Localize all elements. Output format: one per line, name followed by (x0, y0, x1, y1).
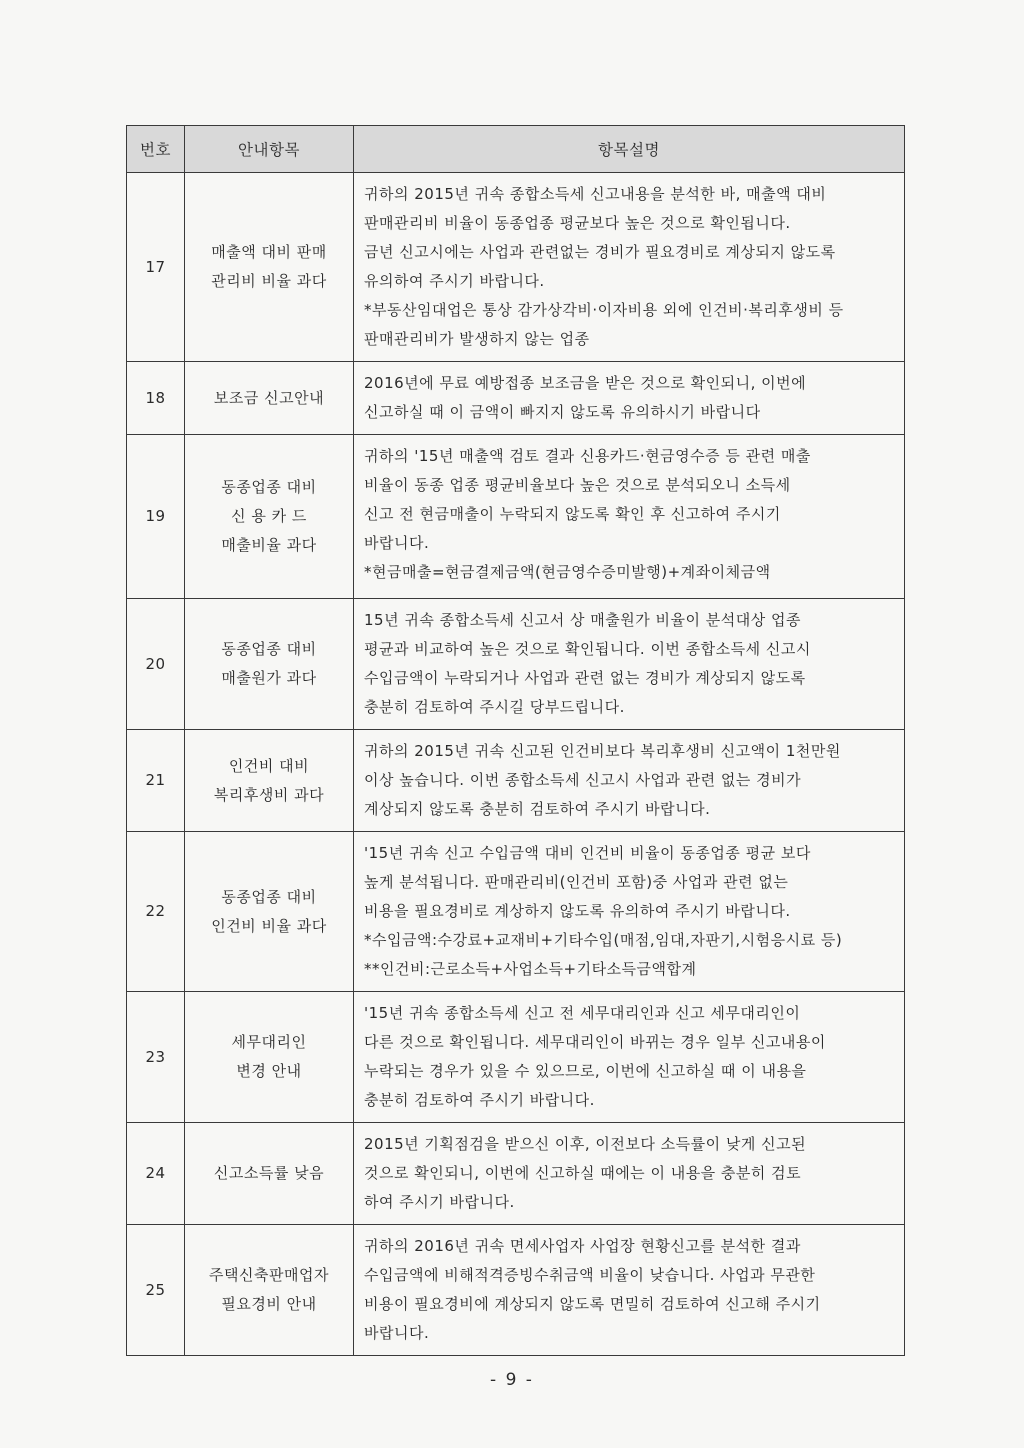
description-line: '15년 귀속 종합소득세 신고 전 세무대리인과 신고 세무대리인이 (364, 1004, 801, 1022)
row-item (185, 435, 354, 599)
description-line: 2015년 기획점검을 받으신 이후, 이전보다 소득률이 낮게 신고된 (364, 1135, 807, 1153)
description-line: 귀하의 2015년 귀속 신고된 인건비보다 복리후생비 신고액이 1천만원 (364, 742, 841, 760)
description-line: 계상되지 않도록 충분히 검토하여 주시기 바랍니다. (364, 800, 711, 818)
description-line: 바랍니다. (364, 534, 430, 552)
row-item-line: 동종업종 대비 (221, 887, 317, 906)
description-line: *수입금액:수강료+교재비+기타수입(매점,임대,자판기,시험응시료 등) (364, 931, 843, 949)
description-line: 신고하실 때 이 금액이 빠지지 않도록 유의하시기 바랍니다 (364, 403, 761, 421)
row-item-line: 신고소득률 낮음 (213, 1164, 325, 1182)
description-line: '15년 귀속 신고 수입금액 대비 인건비 비율이 동종업종 평균 보다 (364, 844, 811, 862)
row-item-line: 매출비율 과다 (221, 536, 317, 554)
table-row (127, 1225, 905, 1356)
description-line: 신고 전 현금매출이 누락되지 않도록 확인 후 신고하여 주시기 (364, 505, 781, 523)
row-item (185, 599, 354, 730)
row-item-line: 동종업종 대비 (221, 640, 317, 658)
description-line: 수입금액에 비해적격증빙수취금액 비율이 낮습니다. 사업과 무관한 (364, 1266, 816, 1284)
row-item-line: 변경 안내 (236, 1062, 302, 1080)
description-line: 유의하여 주시기 바랍니다. (364, 272, 545, 290)
row-item-line: 세무대리인 (231, 1033, 307, 1051)
description-line: 귀하의 2016년 귀속 면세사업자 사업장 현황신고를 분석한 결과 (364, 1237, 801, 1255)
description-line: 충분히 검토하여 주시기 바랍니다. (364, 1091, 595, 1109)
description-line: 귀하의 2015년 귀속 종합소득세 신고내용을 분석한 바, 매출액 대비 (364, 185, 827, 203)
row-item-line: 매출액 대비 판매 (211, 243, 327, 261)
description-line: 높게 분석됩니다. 판매관리비(인건비 포함)중 사업과 관련 없는 (364, 873, 789, 891)
description-line: 2016년에 무료 예방접종 보조금을 받은 것으로 확인되니, 이번에 (364, 374, 807, 392)
row-item-line: 복리후생비 과다 (213, 785, 325, 804)
row-item-line: 필요경비 안내 (221, 1295, 317, 1313)
page-number: - 9 - (490, 1370, 534, 1390)
row-description (354, 599, 905, 730)
row-number: 23 (127, 992, 185, 1123)
table-row (127, 992, 905, 1123)
row-item (185, 730, 354, 832)
description-line: 금년 신고시에는 사업과 관련없는 경비가 필요경비로 계상되지 않도록 (364, 243, 836, 261)
table-row (127, 832, 905, 992)
description-line: 이상 높습니다. 이번 종합소득세 신고시 사업과 관련 없는 경비가 (364, 771, 802, 789)
row-number: 21 (127, 730, 185, 832)
description-line: 귀하의 '15년 매출액 검토 결과 신용카드·현금영수증 등 관련 매출 (364, 447, 811, 465)
description-line: 하여 주시기 바랍니다. (364, 1193, 515, 1211)
row-item (185, 832, 354, 992)
row-item (185, 173, 354, 362)
description-line: 다른 것으로 확인됩니다. 세무대리인이 바뀌는 경우 일부 신고내용이 (364, 1033, 826, 1051)
table-row (127, 362, 905, 435)
table-header-row (127, 126, 905, 173)
row-item-line: 보조금 신고안내 (213, 388, 325, 407)
row-number: 24 (127, 1123, 185, 1225)
row-description (354, 173, 905, 362)
description-line: 누락되는 경우가 있을 수 있으므로, 이번에 신고하실 때 이 내용을 (364, 1062, 807, 1080)
row-number: 18 (127, 362, 185, 435)
description-line: 판매관리비 비율이 동종업종 평균보다 높은 것으로 확인됩니다. (364, 214, 791, 232)
row-item (185, 1123, 354, 1225)
description-line: 판매관리비가 발생하지 않는 업종 (364, 330, 590, 348)
description-line: 바랍니다. (364, 1324, 430, 1342)
row-number: 20 (127, 599, 185, 730)
description-line: **인건비:근로소득+사업소득+기타소득금액합계 (364, 960, 697, 978)
table-row (127, 730, 905, 832)
row-number: 25 (127, 1225, 185, 1356)
description-line: 충분히 검토하여 주시길 당부드립니다. (364, 698, 625, 716)
row-item-line: 주택신축판매업자 (209, 1266, 329, 1284)
row-number: 22 (127, 832, 185, 992)
header-description: 항목설명 (354, 126, 905, 173)
row-item (185, 992, 354, 1123)
row-description (354, 1225, 905, 1356)
row-item-line: 동종업종 대비 (221, 478, 317, 496)
table-row (127, 435, 905, 599)
row-number: 17 (127, 173, 185, 362)
description-line: *부동산임대업은 통상 감가상각비·이자비용 외에 인건비·복리후생비 등 (364, 301, 844, 319)
row-description (354, 435, 905, 599)
description-line: 비용을 필요경비로 계상하지 않도록 유의하여 주시기 바랍니다. (364, 902, 791, 920)
row-item (185, 1225, 354, 1356)
guidance-table (126, 125, 905, 1356)
row-number: 19 (127, 435, 185, 599)
row-description (354, 362, 905, 435)
description-line: 비율이 동종 업종 평균비율보다 높은 것으로 분석되오니 소득세 (364, 476, 791, 494)
table-row (127, 173, 905, 362)
description-line: 것으로 확인되니, 이번에 신고하실 때에는 이 내용을 충분히 검토 (364, 1164, 802, 1182)
row-item-line: 인건비 대비 (228, 756, 310, 775)
description-line: 수입금액이 누락되거나 사업과 관련 없는 경비가 계상되지 않도록 (364, 669, 806, 687)
table-row (127, 599, 905, 730)
row-description (354, 730, 905, 832)
header-number: 번호 (127, 126, 185, 173)
row-item (185, 362, 354, 435)
table-row (127, 1123, 905, 1225)
row-description (354, 1123, 905, 1225)
row-item-line: 관리비 비율 과다 (211, 272, 327, 290)
description-line: *현금매출=현금결제금액(현금영수증미발행)+계좌이체금액 (364, 563, 771, 581)
row-description (354, 832, 905, 992)
description-line: 15년 귀속 종합소득세 신고서 상 매출원가 비율이 분석대상 업종 (364, 611, 801, 629)
row-item-line: 인건비 비율 과다 (211, 916, 327, 935)
row-description (354, 992, 905, 1123)
description-line: 평균과 비교하여 높은 것으로 확인됩니다. 이번 종합소득세 신고시 (364, 640, 811, 658)
description-line: 비용이 필요경비에 계상되지 않도록 면밀히 검토하여 신고해 주시기 (364, 1295, 821, 1313)
row-item-line: 신 용 카 드 (231, 507, 307, 525)
header-item: 안내항목 (185, 126, 354, 173)
row-item-line: 매출원가 과다 (221, 669, 317, 687)
